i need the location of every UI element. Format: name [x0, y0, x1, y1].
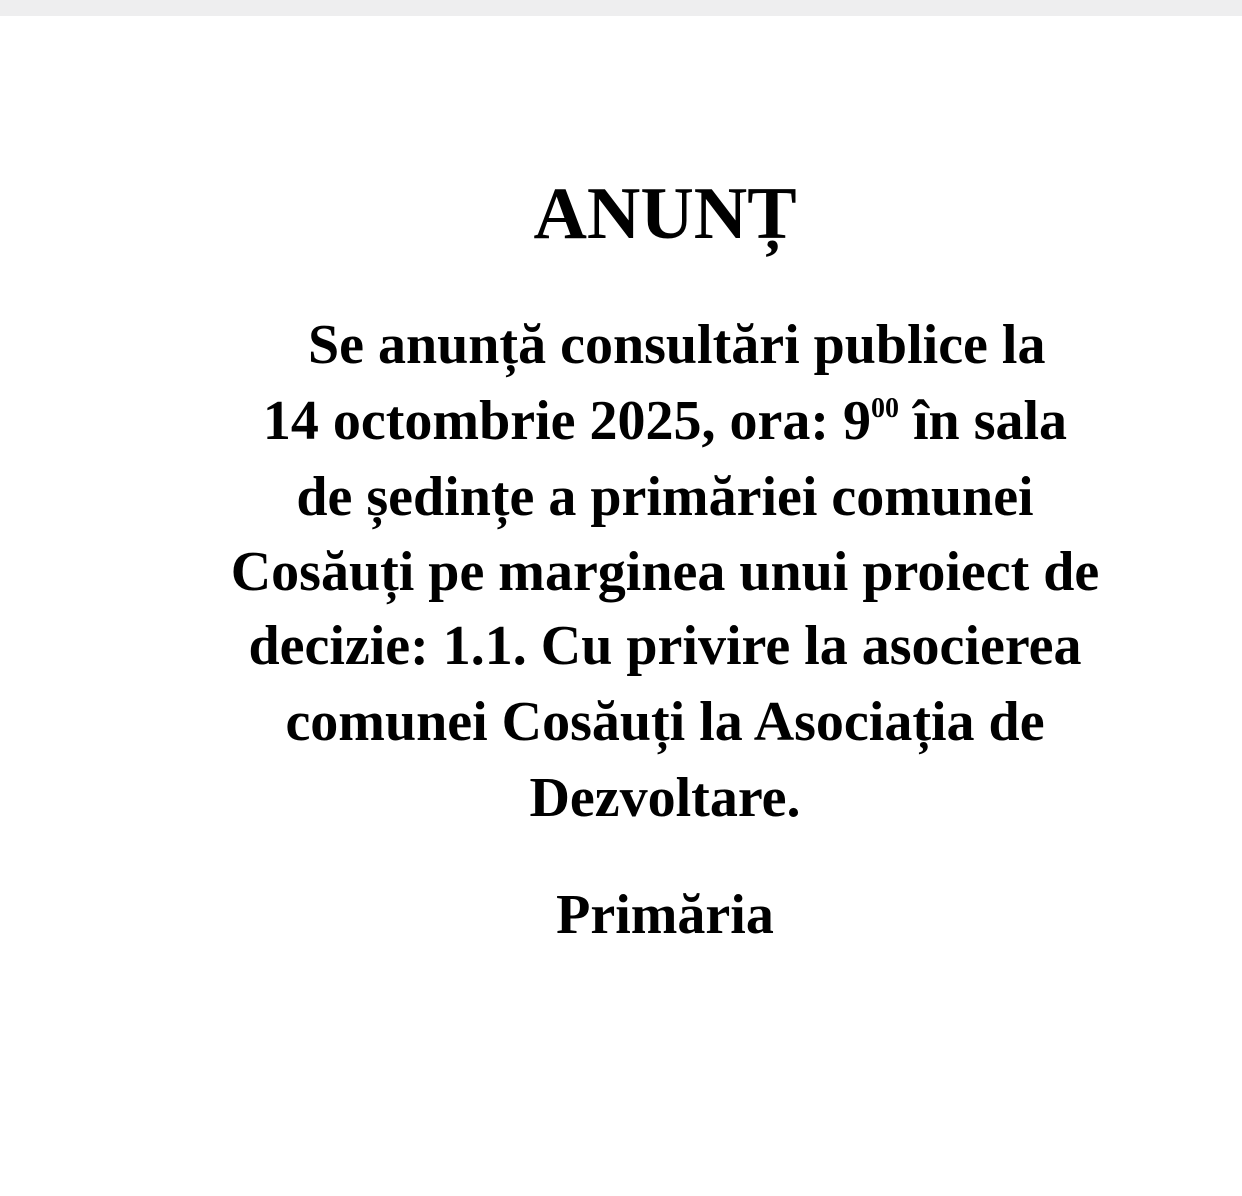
announcement-document — [150, 0, 1180, 1196]
announcement-line-4: Cosăuți pe marginea unui proiect de — [230, 541, 1100, 603]
announcement-line-5: decizie: 1.1. Cu privire la asocierea — [248, 615, 1082, 677]
announcement-line-7: Dezvoltare. — [529, 767, 801, 829]
announcement-line-2 — [150, 389, 1180, 463]
date-time-text: 14 octombrie 2025, ora: 9 — [262, 390, 871, 452]
time-minutes-superscript: 00 — [871, 393, 899, 424]
signature: Primăria — [556, 884, 774, 946]
announcement-line-1: Se anunță consultări publice la — [308, 314, 1046, 376]
announcement-line-6: comunei Cosăuți la Asociația de — [285, 691, 1045, 753]
location-text: în sala — [899, 390, 1068, 452]
announcement-title: ANUNȚ — [533, 173, 797, 255]
announcement-line-3: de ședințe a primăriei comunei — [296, 466, 1034, 528]
